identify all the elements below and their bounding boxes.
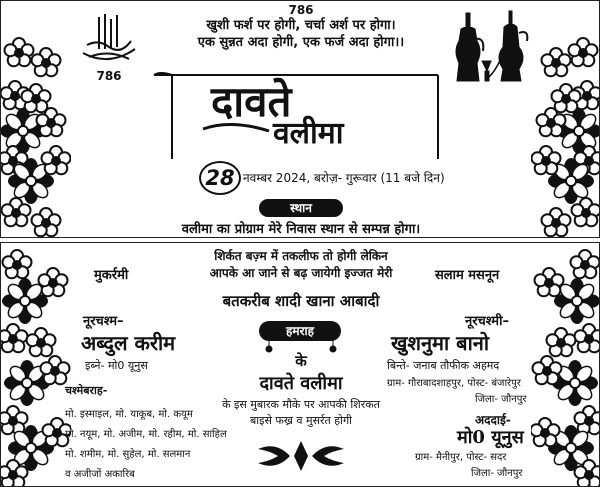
venue-label: स्थान — [259, 199, 343, 217]
shayari-line-2: आपके आ जाने से बढ़ जायेगी इज्जत मेरी — [209, 266, 393, 280]
date-day: 28 — [199, 161, 241, 195]
humrah-badge: हमराह — [259, 321, 341, 341]
host-address-1: ग्राम- मैनीपुर, पोस्ट- सदर — [415, 452, 507, 463]
couplet-line-2: एक सुन्नत अदा होगी, एक फर्ज अदा होगा।। — [197, 35, 405, 50]
host-name: मो0 यूनुस — [457, 427, 524, 448]
couplet-line-1: खुशी फर्श पर होगी, चर्चा अर्श पर होगा। — [206, 18, 396, 33]
ke-text: के — [295, 352, 307, 370]
bride-address-1: ग्राम- गौराबादशाहपुर, पोस्ट- बंजारेपुर — [387, 378, 521, 389]
greeting-right: सलाम मसनून — [435, 268, 500, 283]
title-line-1: दावते — [211, 77, 292, 126]
invitation-card-bottom — [0, 242, 600, 487]
bride-name: खुशनुमा बानो — [391, 331, 490, 355]
family-line-3: मो. शमीम, मो. सुहेल, मो. सलमान — [65, 449, 191, 460]
occasion: बतकरीब शादी खाना आबादी — [222, 292, 380, 310]
bride-father: बिन्ते- जनाब तौफीक अहमद — [387, 359, 500, 372]
groom-father: इब्ने- मो0 यूनुस — [85, 359, 148, 372]
groom-label: नूरचश्म– — [83, 314, 124, 329]
date-text: नवम्बर 2024, बरोज़- गुरूवार (11 बजे दिन) — [243, 171, 445, 185]
venue-text: वलीमा का प्रोग्राम मेरे निवास स्थान से सम्पन्न होगा। — [181, 222, 421, 237]
groom-name: अब्दुल करीम — [81, 331, 176, 355]
event-title: दावते वलीमा — [259, 373, 343, 394]
invite-line-1: के इस मुबारक मौके पर आपकी शिरकत — [222, 398, 380, 411]
host-label: अददाई- — [475, 413, 511, 427]
greeting-left: मुकर्रमी — [94, 268, 129, 283]
bride-label: नूरचश्मी– — [465, 314, 509, 329]
host-address-2: जिला- जौनपुर — [471, 468, 523, 479]
title-flourish-icon — [201, 119, 271, 139]
ornament-divider-icon — [256, 439, 346, 473]
calligraphy-number: 786 — [96, 69, 122, 83]
top-number: 786 — [288, 3, 314, 17]
family-label: चश्मेबराह- — [65, 384, 108, 397]
family-line-1: मो. इस्माइल, मो. याकूब, मो. कयूम — [65, 409, 193, 420]
bride-address-2: जिला- जौनपुर — [475, 394, 527, 405]
jug-and-hookah-icon — [449, 7, 529, 85]
bismillah-calligraphy-icon — [79, 9, 139, 67]
title-line-2: वलीमा — [273, 116, 344, 151]
shayari-line-1: शिर्कत बज़्म में तकलीफ तो होगी लेकिन — [214, 249, 388, 263]
family-line-2: मो. नयूम, मो. अजीम, मो. रहीम, मो. साहिल — [65, 429, 227, 440]
invitation-card-top — [0, 0, 600, 238]
invite-line-2: बाइसे फख्र व मुसर्रत होगी — [249, 414, 353, 427]
family-line-4: व अजीजों अकारिब — [65, 469, 135, 480]
